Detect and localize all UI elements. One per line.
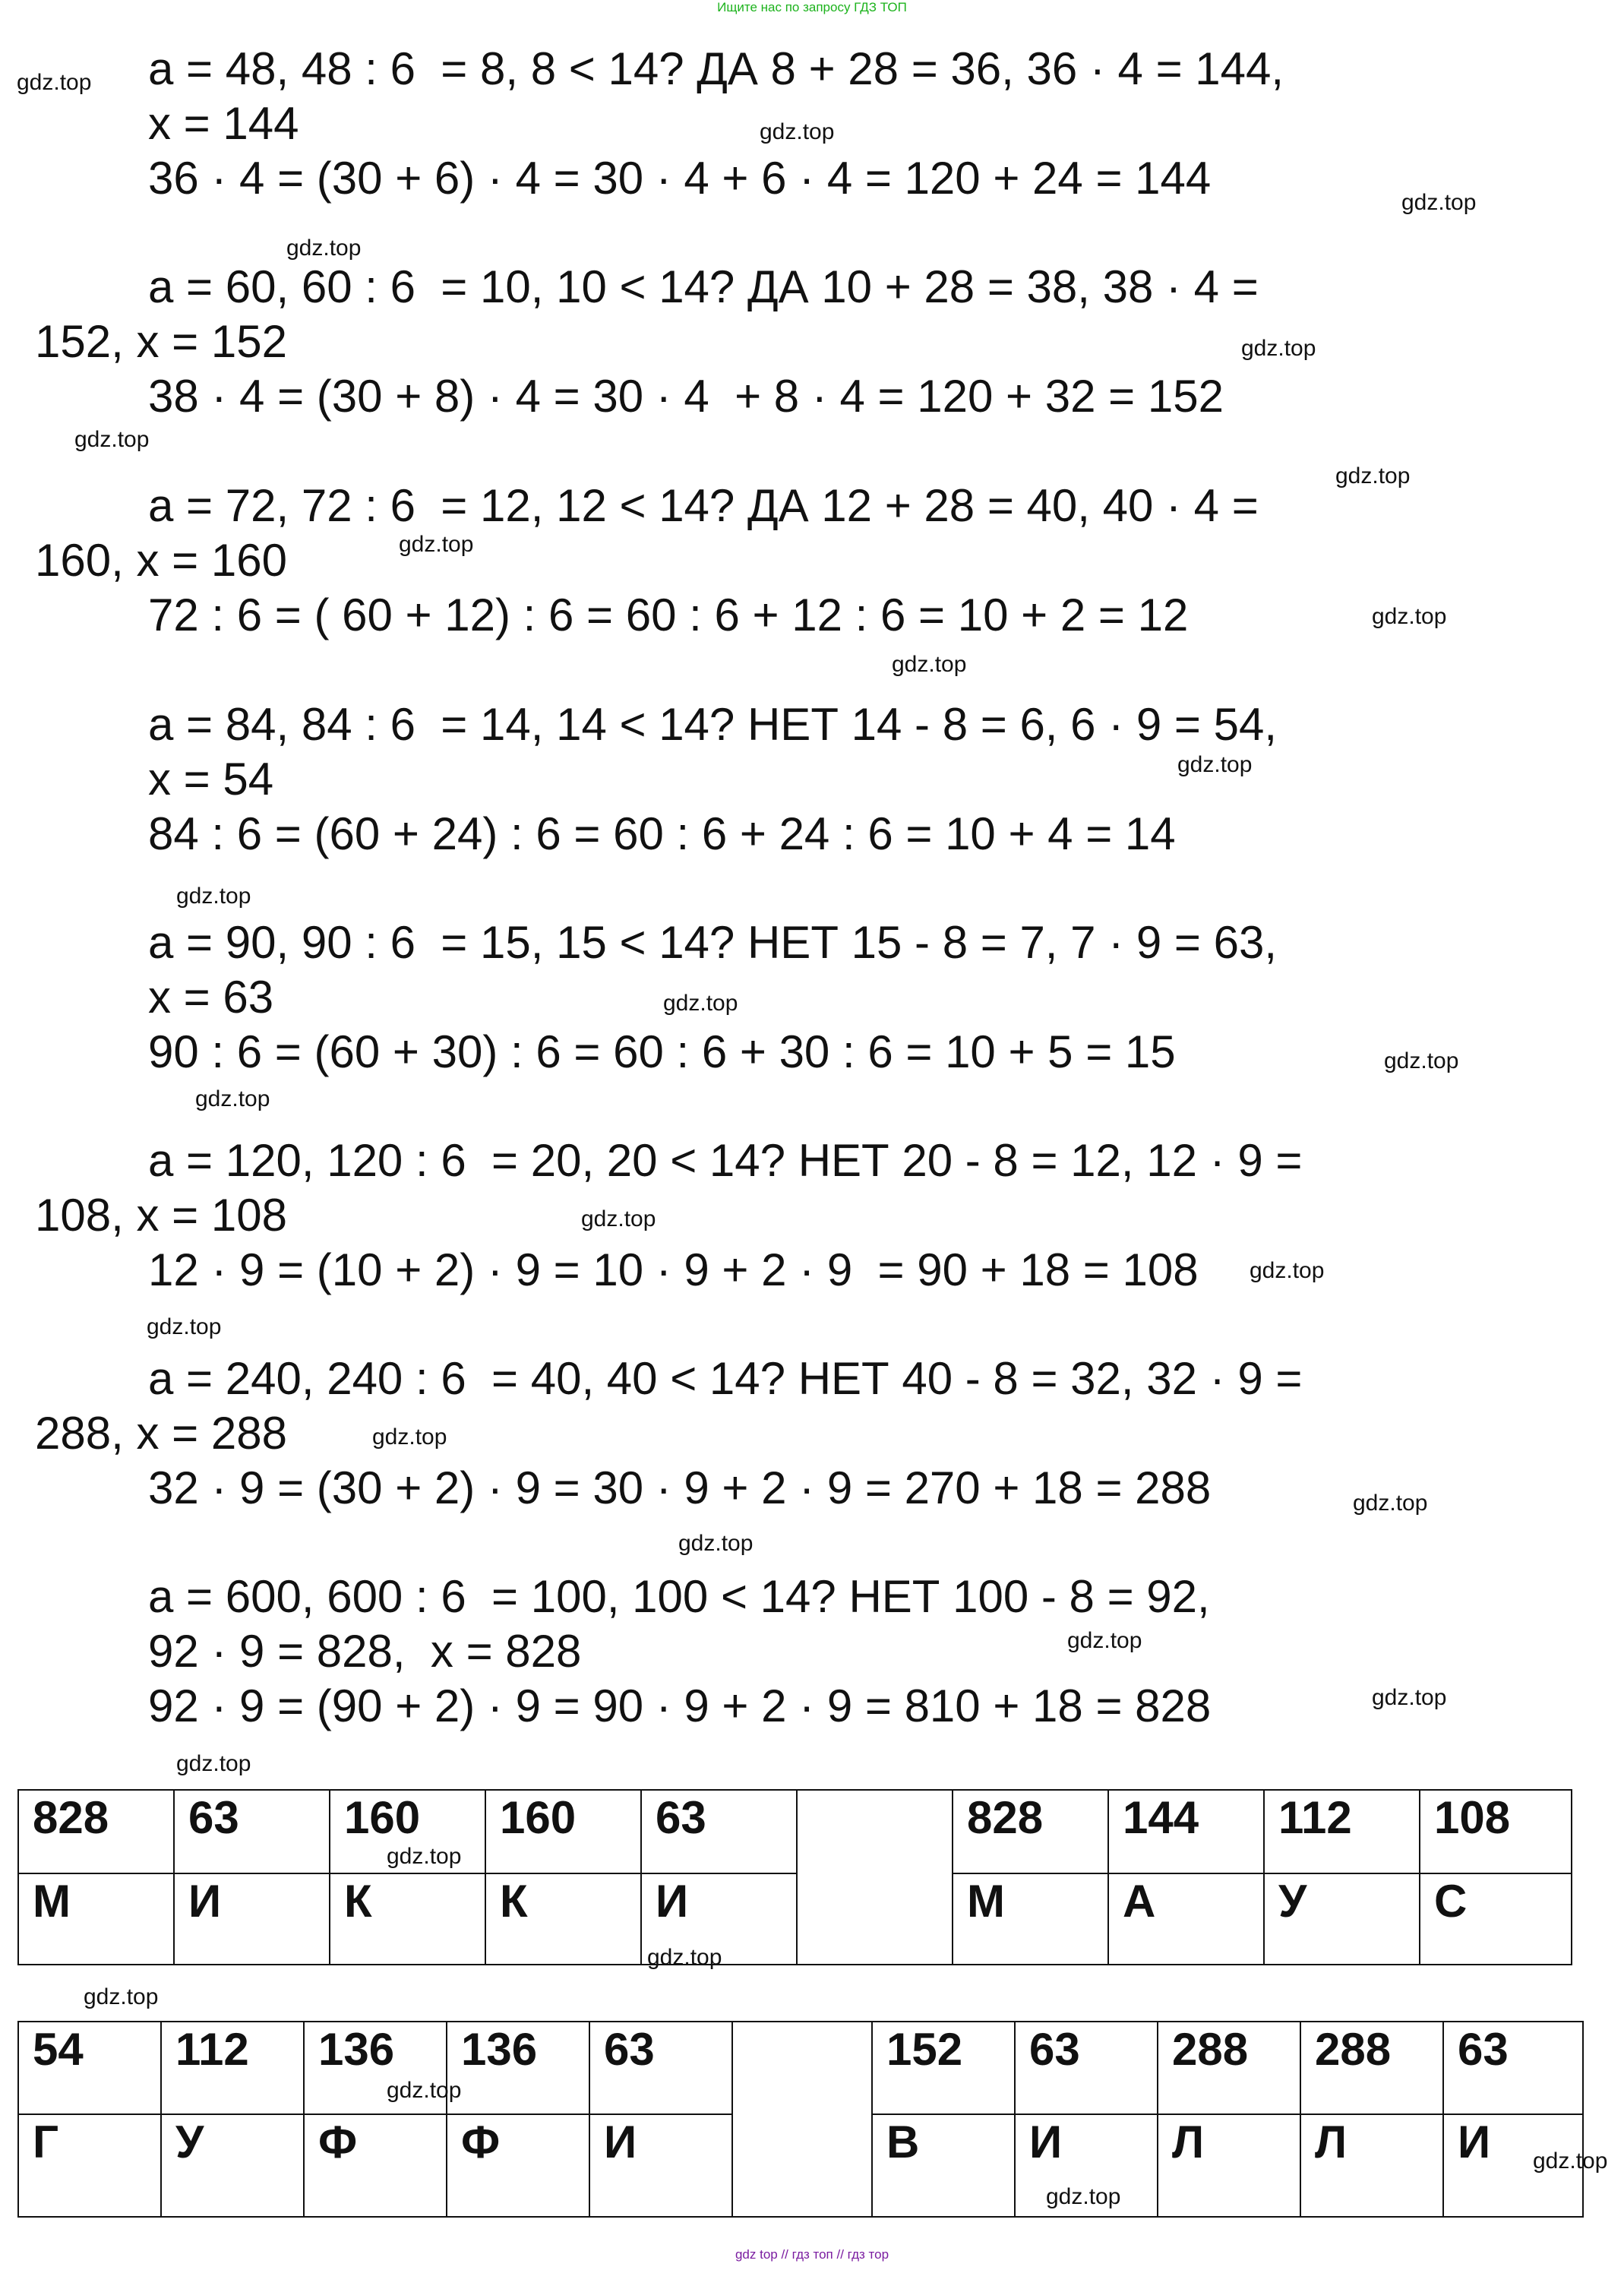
watermark: gdz.top: [1241, 336, 1316, 361]
top-banner: Ищите нас по запросу ГДЗ ТОП: [717, 0, 907, 14]
solution-line: 32 · 9 = (30 + 2) · 9 = 30 · 9 + 2 · 9 = 270 + 18 = 288: [148, 1462, 1212, 1513]
solution-line: a = 120, 120 : 6 = 20, 20 < 14? НЕТ 20 - 8 = 12, 12 · 9 =: [148, 1135, 1303, 1186]
number-cell: 144: [1108, 1790, 1264, 1873]
solution-line: 108, x = 108: [35, 1190, 287, 1241]
number-cell: 828: [18, 1790, 174, 1873]
watermark: gdz.top: [1372, 604, 1447, 629]
watermark: gdz.top: [1335, 463, 1411, 488]
watermark: gdz.top: [176, 884, 251, 909]
solution-line: a = 72, 72 : 6 = 12, 12 < 14? ДА 12 + 28 = 40, 40 · 4 =: [148, 480, 1259, 531]
letter-cell: А: [1108, 1873, 1264, 1965]
footer-links[interactable]: gdz top // гдз топ // гдз тор: [735, 2247, 889, 2262]
letter-cell: К: [330, 1873, 485, 1965]
watermark: gdz.top: [1372, 1685, 1447, 1710]
letter-cell: У: [1264, 1873, 1420, 1965]
number-cell: 136: [304, 2022, 447, 2114]
number-cell: 828: [953, 1790, 1108, 1873]
solution-line: 12 · 9 = (10 + 2) · 9 = 10 · 9 + 2 · 9 = 90 + 18 = 108: [148, 1244, 1199, 1295]
solution-line: 36 · 4 = (30 + 6) · 4 = 30 · 4 + 6 · 4 = 120 + 24 = 144: [148, 153, 1212, 204]
solution-line: 160, x = 160: [35, 535, 287, 586]
solution-line: 90 : 6 = (60 + 30) : 6 = 60 : 6 + 30 : 6 = 10 + 5 = 15: [148, 1026, 1176, 1077]
letter-cell: Ф: [304, 2114, 447, 2217]
watermark: gdz.top: [84, 1984, 159, 2009]
solution-line: 92 · 9 = 828, x = 828: [148, 1626, 582, 1677]
watermark: gdz.top: [387, 2078, 462, 2103]
watermark: gdz.top: [1353, 1491, 1428, 1516]
letter-cell: М: [18, 1873, 174, 1965]
number-cell: 108: [1420, 1790, 1572, 1873]
watermark: gdz.top: [74, 427, 150, 452]
watermark: gdz.top: [17, 70, 92, 95]
solution-line: 38 · 4 = (30 + 8) · 4 = 30 · 4 + 8 · 4 = 120 + 32 = 152: [148, 371, 1224, 422]
solution-line: a = 90, 90 : 6 = 15, 15 < 14? НЕТ 15 - 8 = 7, 7 · 9 = 63,: [148, 917, 1277, 968]
watermark: gdz.top: [647, 1945, 722, 1970]
letter-cell: Л: [1300, 2114, 1443, 2217]
letter-cell: Г: [18, 2114, 161, 2217]
watermark: gdz.top: [1533, 2148, 1608, 2174]
watermark: gdz.top: [663, 991, 738, 1016]
watermark: gdz.top: [1384, 1048, 1459, 1073]
solution-line: 92 · 9 = (90 + 2) · 9 = 90 · 9 + 2 · 9 = 810 + 18 = 828: [148, 1680, 1212, 1731]
number-cell: 136: [447, 2022, 589, 2114]
letter-cell: Ф: [447, 2114, 589, 2217]
letter-cell: М: [953, 1873, 1108, 1965]
solution-line: 84 : 6 = (60 + 24) : 6 = 60 : 6 + 24 : 6 = 10 + 4 = 14: [148, 808, 1176, 859]
solution-line: x = 63: [148, 972, 274, 1023]
watermark: gdz.top: [892, 652, 967, 677]
answer-table-1: [17, 1789, 1572, 1965]
watermark: gdz.top: [1250, 1258, 1325, 1283]
watermark: gdz.top: [387, 1844, 462, 1869]
gap-cell: [732, 2022, 872, 2217]
watermark: gdz.top: [678, 1531, 754, 1556]
number-cell: 112: [1264, 1790, 1420, 1873]
watermark: gdz.top: [1177, 752, 1253, 777]
watermark: gdz.top: [195, 1086, 270, 1111]
number-cell: 63: [1015, 2022, 1158, 2114]
watermark: gdz.top: [399, 532, 474, 557]
number-cell: 63: [589, 2022, 732, 2114]
letter-cell: И: [1443, 2114, 1583, 2217]
number-cell: 112: [161, 2022, 304, 2114]
watermark: gdz.top: [1067, 1628, 1142, 1653]
number-cell: 152: [872, 2022, 1015, 2114]
number-cell: 54: [18, 2022, 161, 2114]
watermark: gdz.top: [176, 1751, 251, 1776]
watermark: gdz.top: [760, 119, 835, 144]
watermark: gdz.top: [147, 1314, 222, 1339]
letter-cell: Л: [1158, 2114, 1300, 2217]
number-cell: 63: [641, 1790, 797, 1873]
letter-cell: В: [872, 2114, 1015, 2217]
letter-cell: И: [174, 1873, 330, 1965]
letter-cell: И: [1015, 2114, 1158, 2217]
solution-line: a = 48, 48 : 6 = 8, 8 < 14? ДА 8 + 28 = 36, 36 · 4 = 144,: [148, 43, 1284, 94]
solution-line: x = 54: [148, 754, 274, 805]
number-cell: 288: [1158, 2022, 1300, 2114]
watermark: gdz.top: [1401, 190, 1477, 215]
letter-cell: И: [641, 1873, 797, 1965]
solution-line: 288, x = 288: [35, 1408, 287, 1459]
solution-line: a = 84, 84 : 6 = 14, 14 < 14? НЕТ 14 - 8 = 6, 6 · 9 = 54,: [148, 699, 1277, 750]
letter-cell: И: [589, 2114, 732, 2217]
number-cell: 288: [1300, 2022, 1443, 2114]
solution-line: a = 60, 60 : 6 = 10, 10 < 14? ДА 10 + 28 = 38, 38 · 4 =: [148, 261, 1259, 312]
solution-line: a = 240, 240 : 6 = 40, 40 < 14? НЕТ 40 - 8 = 32, 32 · 9 =: [148, 1353, 1303, 1404]
letter-cell: У: [161, 2114, 304, 2217]
solution-line: x = 144: [148, 98, 299, 149]
watermark: gdz.top: [1046, 2184, 1121, 2209]
number-cell: 160: [485, 1790, 641, 1873]
number-cell: 63: [174, 1790, 330, 1873]
letter-cell: К: [485, 1873, 641, 1965]
number-cell: 63: [1443, 2022, 1583, 2114]
watermark: gdz.top: [372, 1424, 447, 1450]
watermark: gdz.top: [581, 1206, 656, 1231]
solution-line: 152, x = 152: [35, 316, 287, 367]
watermark: gdz.top: [286, 236, 362, 261]
letter-cell: С: [1420, 1873, 1572, 1965]
answer-table-2: [17, 2021, 1584, 2218]
gap-cell: [797, 1790, 953, 1965]
solution-line: a = 600, 600 : 6 = 100, 100 < 14? НЕТ 100 - 8 = 92,: [148, 1571, 1210, 1622]
number-cell: 160: [330, 1790, 485, 1873]
solution-line: 72 : 6 = ( 60 + 12) : 6 = 60 : 6 + 12 : 6 = 10 + 2 = 12: [148, 590, 1189, 640]
